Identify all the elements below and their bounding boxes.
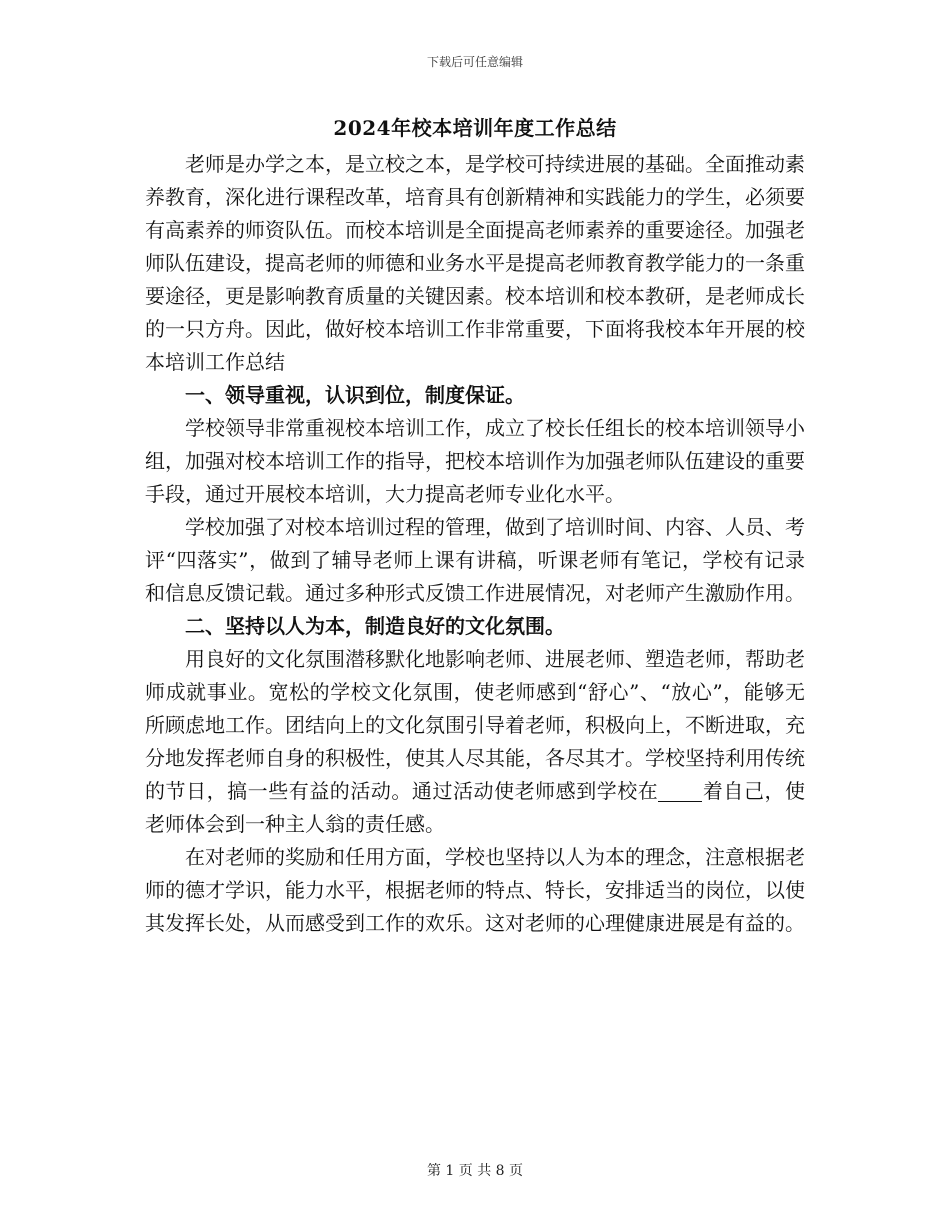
document-title: 2024年校本培训年度工作总结	[333, 116, 617, 140]
header-note: 下载后可任意编辑	[426, 55, 523, 69]
fill-in-blank	[658, 779, 702, 802]
section-2-paragraph-1-text-b: 着自己，使老师体会到一种主人翁的责任感。	[145, 779, 806, 836]
section-1-paragraph-1: 学校领导非常重视校本培训工作，成立了校长任组长的校本培训领导小组，加强对校本培训工作的指导，把校本培训作为加强老师队伍建设的重要手段，通过开展校本培训，大力提高老师专业化水平。	[145, 416, 805, 506]
section-2-paragraph-2: 在对老师的奖励和任用方面，学校也坚持以人为本的理念，注意根据老师的德才学识，能力水平，根据老师的特点、特长，安排适当的岗位，以使其发挥长处，从而感受到工作的欢乐。这对老师的心理健康进展是有益的。	[145, 845, 805, 935]
document-body	[145, 148, 805, 940]
page-number-footer: 第 1 页 共 8 页	[426, 1163, 524, 1179]
section-2-heading: 二、坚持以人为本，制造良好的文化氛围。	[185, 614, 565, 638]
intro-paragraph: 老师是办学之本，是立校之本，是学校可持续进展的基础。全面推动素养教育，深化进行课程改革，培育具有创新精神和实践能力的学生，必须要有高素养的师资队伍。而校本培训是全面提高老师素养的重要途径。加强老师队伍建设，提高老师的师德和业务水平是提高老师教育教学能力的一条重要途径，更是影响教育质量的关键因素。校本培训和校本教研，是老师成长的一只方舟。因此，做好校本培训工作非常重要，下面将我校本年开展的校本培训工作总结	[145, 152, 805, 374]
section-2-paragraph-1-text-a: 用良好的文化氛围潜移默化地影响老师、进展老师、塑造老师，帮助老师成就事业。宽松的学校文化氛围，使老师感到“舒心”、“放心”，能够无所顾虑地工作。团结向上的文化氛围引导着老师，积极向上，不断进取，充分地发挥老师自身的积极性，使其人尽其能，各尽其才。学校坚持利用传统的节日，搞一些有益的活动。通过活动使老师感到学校在	[145, 647, 805, 803]
section-1-paragraph-2: 学校加强了对校本培训过程的管理，做到了培训时间、内容、人员、考评“四落实”，做到了辅导老师上课有讲稿，听课老师有笔记，学校有记录和信息反馈记载。通过多种形式反馈工作进展情况，对老师产生激励作用。	[145, 515, 805, 605]
section-1-heading: 一、领导重视，认识到位，制度保证。	[185, 383, 525, 407]
section-2-paragraph-1	[145, 643, 805, 841]
